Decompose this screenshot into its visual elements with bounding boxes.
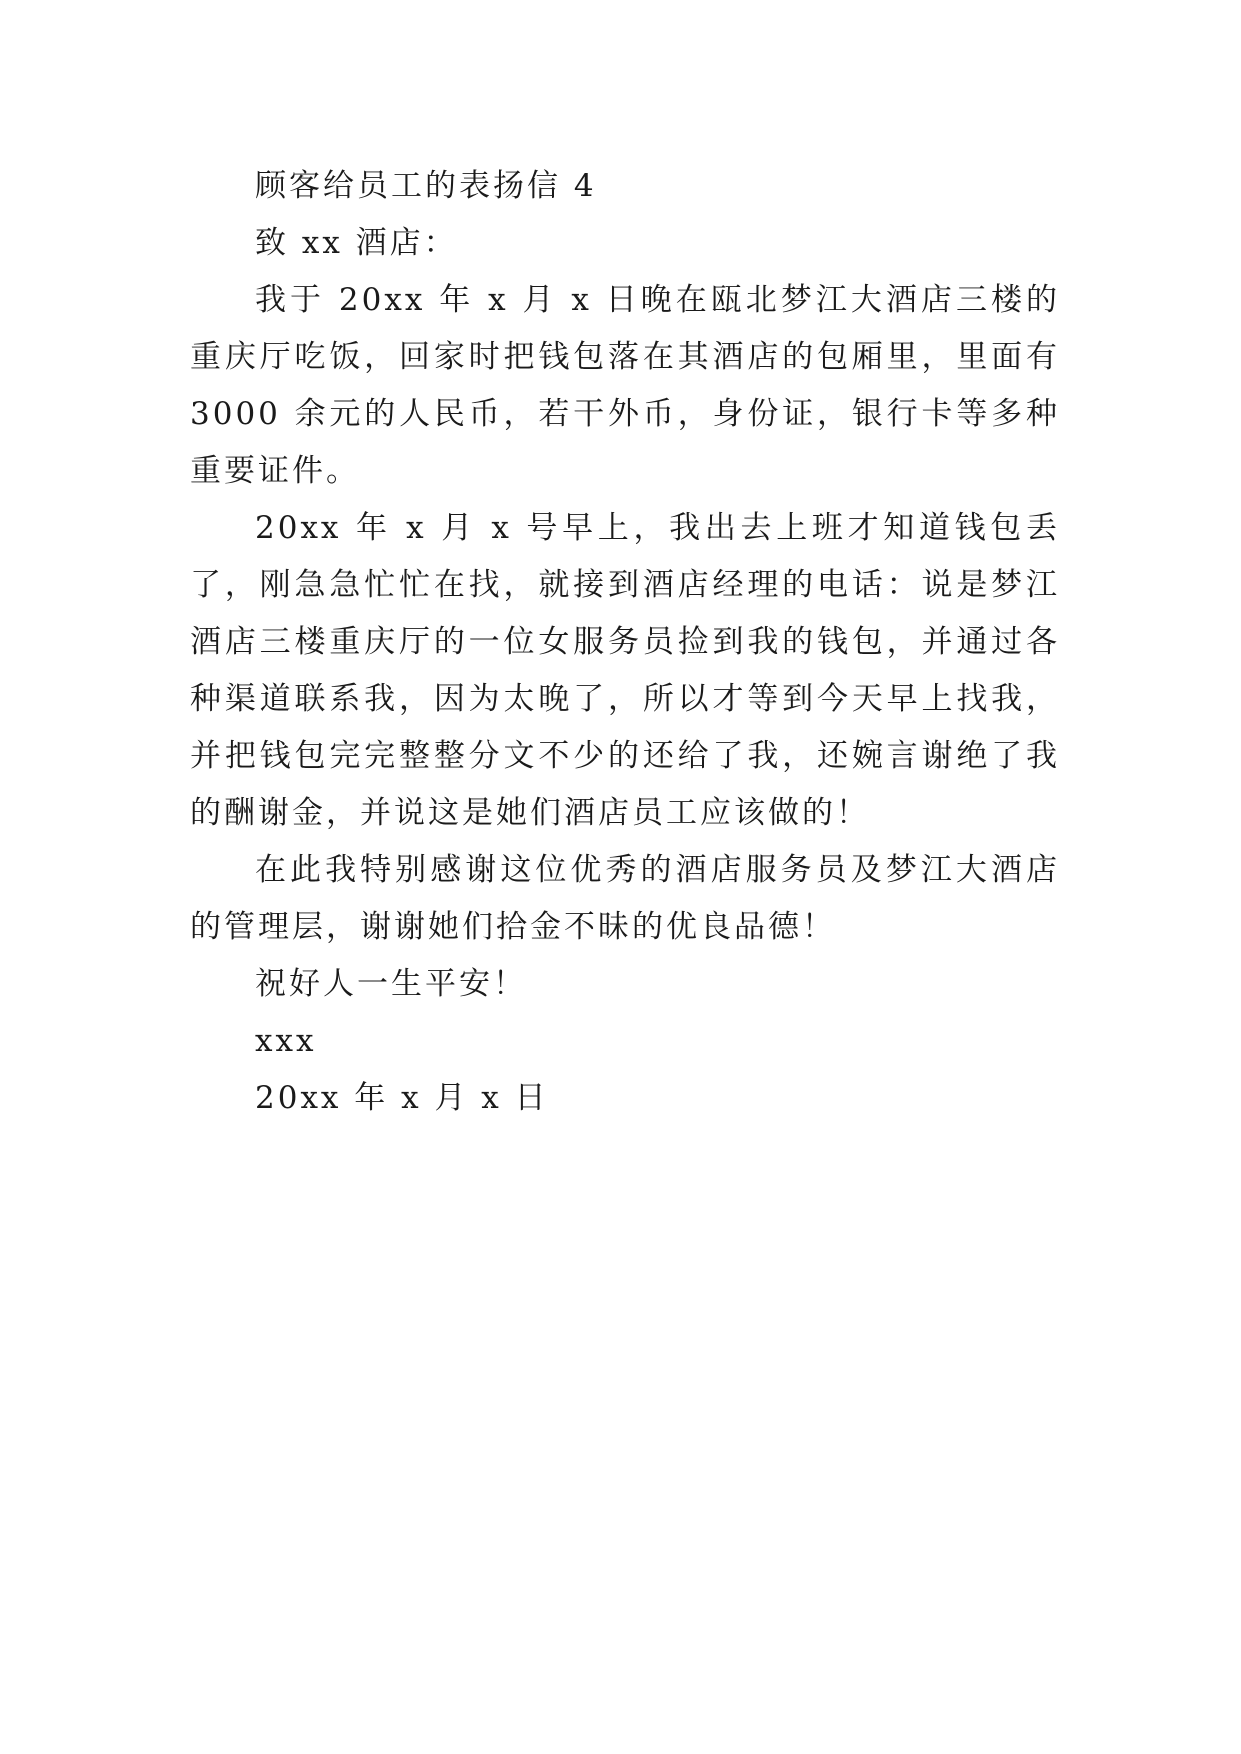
paragraph-1: 我于 20xx 年 x 月 x 日晚在瓯北梦江大酒店三楼的重庆厅吃饭，回家时把钱包落在其酒店的包厢里，里面有 3000 余元的人民币，若干外币，身份证，银行卡等多种重要证件。 <box>190 282 1060 489</box>
paragraph-2: 20xx 年 x 月 x 号早上，我出去上班才知道钱包丢了，刚急急忙忙在找，就接到酒店经理的电话：说是梦江酒店三楼重庆厅的一位女服务员捡到我的钱包，并通过各种渠道联系我，因为太晚了，所以才等到今天早上找我，并把钱包完完整整分文不少的还给了我，还婉言谢绝了我的酬谢金，并说这是她们酒店员工应该做的！ <box>190 510 1060 831</box>
letter-date: 20xx 年 x 月 x 日 <box>255 1080 549 1116</box>
signature: xxx <box>255 1023 317 1059</box>
salutation: 致 xx 酒店： <box>255 225 458 261</box>
letter-body <box>190 158 1060 1127</box>
blessing: 祝好人一生平安！ <box>255 966 527 1002</box>
paragraph-3: 在此我特别感谢这位优秀的酒店服务员及梦江大酒店的管理层，谢谢她们拾金不昧的优良品德！ <box>190 852 1060 945</box>
document-title: 顾客给员工的表扬信 4 <box>255 168 597 204</box>
